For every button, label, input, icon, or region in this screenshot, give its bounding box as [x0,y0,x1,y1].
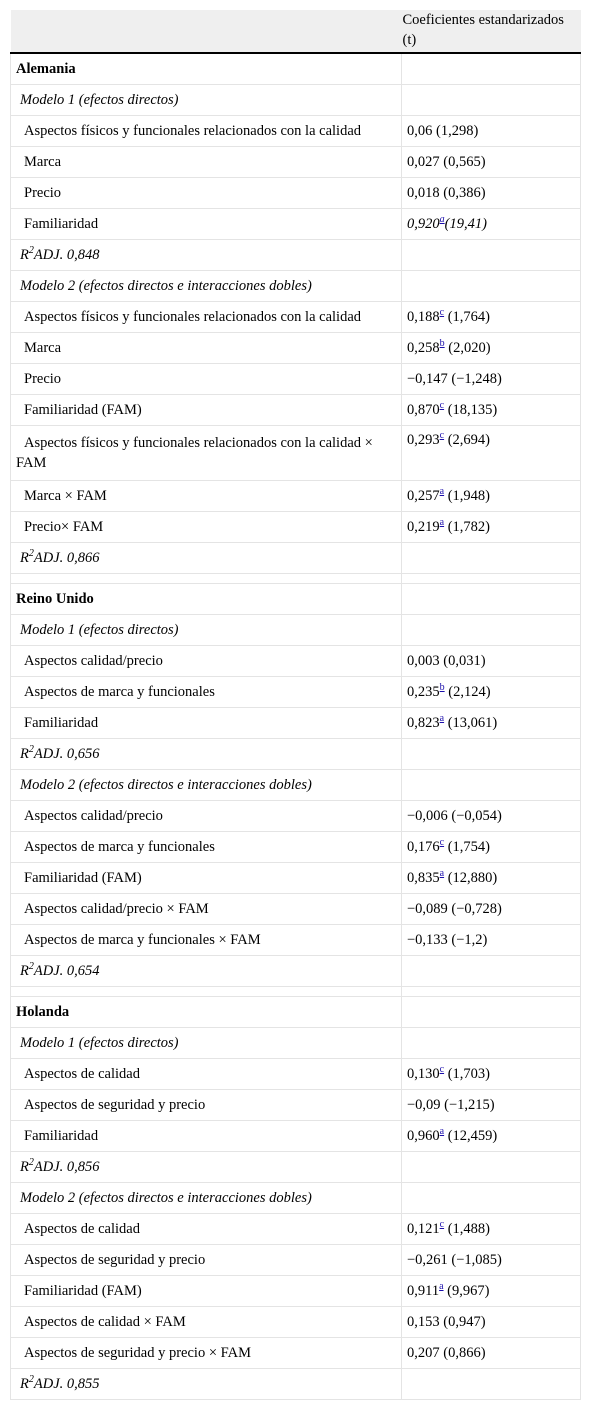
header-col-1 [11,10,402,53]
t-statistic: (12,459) [444,1128,498,1144]
table-row [11,364,581,395]
r2-row [11,1152,581,1183]
model-row [11,770,581,801]
model-title: Modelo 2 (efectos directos e interacciones dobles) [11,271,402,302]
table-row [11,801,581,832]
empty-cell [402,1152,581,1183]
coefficient-value: 0,188 [407,309,440,325]
coefficient-value: 0,207 (0,866) [407,1345,486,1361]
table-row [11,677,581,708]
coefficient-cell [402,481,581,512]
empty-cell [402,584,581,615]
coefficient-cell [402,364,581,395]
table-row [11,116,581,147]
coefficient-cell [402,333,581,364]
coefficient-cell [402,1059,581,1090]
variable-label: Marca [11,147,402,178]
variable-label: Marca × FAM [11,481,402,512]
table-row [11,1214,581,1245]
empty-cell [402,997,581,1028]
t-statistic: (18,135) [444,402,498,418]
model-row [11,615,581,646]
coefficient-cell [402,178,581,209]
coefficient-cell [402,147,581,178]
table-row [11,708,581,739]
variable-label: Precio [11,178,402,209]
coefficient-cell [402,395,581,426]
r2-row [11,956,581,987]
footnote-link[interactable]: c [439,307,445,319]
empty-cell [402,1028,581,1059]
variable-label: Aspectos de marca y funcionales [11,677,402,708]
table-row [11,512,581,543]
t-statistic: (2,020) [444,340,491,356]
r2-symbol: R [20,746,29,762]
empty-cell [402,739,581,770]
footnote-link[interactable]: c [439,400,445,412]
coefficient-value: 0,960 [407,1128,440,1144]
coefficient-value: 0,870 [407,402,440,418]
coefficients-table [10,10,581,1400]
table-row [11,209,581,240]
section-title: Alemania [11,53,402,85]
empty-cell [402,956,581,987]
coefficient-cell [402,1121,581,1152]
variable-label: Familiaridad [11,209,402,240]
coefficient-value: 0,176 [407,839,440,855]
footnote-link[interactable]: a [439,1126,445,1138]
coefficient-cell [402,801,581,832]
coefficient-cell [402,894,581,925]
section-row [11,584,581,615]
coefficient-value: −0,147 (−1,248) [407,371,502,387]
spacer-cell [402,987,581,997]
table-body [11,53,581,1400]
table-row [11,646,581,677]
footnote-link[interactable]: b [439,682,445,694]
coefficient-value: 0,121 [407,1221,440,1237]
coefficient-cell [402,925,581,956]
table-header-row [11,10,581,53]
variable-label: Familiaridad [11,1121,402,1152]
coefficient-value: −0,133 (−1,2) [407,932,488,948]
t-statistic: (1,782) [444,519,490,535]
variable-label: Aspectos físicos y funcionales relacionados con la calidad × FAM [11,426,402,481]
variable-label: Aspectos físicos y funcionales relacionados con la calidad [11,116,402,147]
footnote-link[interactable]: c [439,1064,445,1076]
model-row [11,1183,581,1214]
empty-cell [402,1369,581,1400]
variable-label: Aspectos calidad/precio [11,646,402,677]
footnote-link[interactable]: b [439,338,445,350]
coefficient-cell [402,1338,581,1369]
t-statistic: (19,41) [444,216,487,232]
coefficient-value: 0,823 [407,715,440,731]
coefficient-value: 0,219 [407,519,440,535]
coefficient-value: 0,257 [407,488,440,504]
r2-adjusted [11,739,402,770]
t-statistic: (1,703) [444,1066,490,1082]
footnote-link[interactable]: a [439,1281,444,1293]
t-statistic: (1,488) [444,1221,490,1237]
t-statistic: (1,764) [444,309,490,325]
table-row [11,481,581,512]
coefficient-value: −0,261 (−1,085) [407,1252,502,1268]
model-title: Modelo 2 (efectos directos e interacciones dobles) [11,1183,402,1214]
empty-cell [402,1183,581,1214]
table-row [11,395,581,426]
coefficient-value: −0,006 (−0,054) [407,808,502,824]
variable-label: Familiaridad (FAM) [11,863,402,894]
model-title: Modelo 1 (efectos directos) [11,615,402,646]
r2-superscript: 2 [28,1157,34,1169]
table-row [11,147,581,178]
table-row [11,832,581,863]
coefficient-cell [402,646,581,677]
footnote-link[interactable]: c [439,430,445,442]
t-statistic: (9,967) [443,1283,490,1299]
table-row [11,426,581,481]
empty-cell [402,770,581,801]
header-col-2: Coeficientes estandarizados (t) [402,10,581,53]
section-row [11,997,581,1028]
coefficient-cell [402,302,581,333]
r2-adjusted [11,956,402,987]
coefficient-value: 0,027 (0,565) [407,154,486,170]
model-title: Modelo 1 (efectos directos) [11,85,402,116]
model-title: Modelo 2 (efectos directos e interacciones dobles) [11,770,402,801]
t-statistic: (2,124) [444,684,491,700]
spacer-row [11,987,581,997]
r2-row [11,1369,581,1400]
spacer-row [11,574,581,584]
model-row [11,271,581,302]
table-row [11,1245,581,1276]
coefficient-value: 0,06 (1,298) [407,123,479,139]
empty-cell [402,53,581,85]
r2-value: ADJ. 0,654 [33,963,100,979]
r2-symbol: R [20,1159,29,1175]
coefficient-cell [402,677,581,708]
r2-superscript: 2 [28,245,34,257]
table-row [11,302,581,333]
r2-symbol: R [20,247,29,263]
coefficient-value: 0,293 [407,432,440,448]
coefficient-value: 0,153 (0,947) [407,1314,486,1330]
variable-label: Marca [11,333,402,364]
r2-value: ADJ. 0,856 [33,1159,100,1175]
r2-row [11,739,581,770]
coefficient-cell [402,708,581,739]
coefficient-cell [402,1276,581,1307]
r2-symbol: R [20,1376,29,1392]
table-row [11,333,581,364]
variable-label: Aspectos calidad/precio [11,801,402,832]
variable-label: Aspectos físicos y funcionales relacionados con la calidad [11,302,402,333]
table-row [11,1059,581,1090]
coefficient-cell [402,1090,581,1121]
r2-row [11,543,581,574]
variable-label: Familiaridad (FAM) [11,1276,402,1307]
spacer-cell [402,574,581,584]
table-row [11,863,581,894]
variable-label: Aspectos calidad/precio × FAM [11,894,402,925]
variable-label: Precio [11,364,402,395]
variable-label: Aspectos de seguridad y precio [11,1090,402,1121]
coefficient-value: 0,911 [407,1283,440,1299]
coefficient-cell [402,209,581,240]
r2-adjusted [11,543,402,574]
variable-label: Aspectos de marca y funcionales × FAM [11,925,402,956]
variable-label: Aspectos de marca y funcionales [11,832,402,863]
r2-value: ADJ. 0,848 [33,247,100,263]
empty-cell [402,240,581,271]
coefficient-cell [402,1307,581,1338]
coefficient-value: −0,089 (−0,728) [407,901,502,917]
spacer-cell [11,987,402,997]
empty-cell [402,543,581,574]
t-statistic: (12,880) [444,870,498,886]
r2-symbol: R [20,550,29,566]
r2-adjusted [11,240,402,271]
r2-superscript: 2 [28,548,34,560]
model-title: Modelo 1 (efectos directos) [11,1028,402,1059]
r2-row [11,240,581,271]
t-statistic: (1,754) [444,839,490,855]
section-title: Holanda [11,997,402,1028]
empty-cell [402,85,581,116]
t-statistic: (13,061) [444,715,498,731]
footnote-link[interactable]: a [439,713,445,725]
footnote-link[interactable]: a [439,214,445,226]
model-row [11,1028,581,1059]
table-row [11,1338,581,1369]
coefficient-value: 0,130 [407,1066,440,1082]
r2-superscript: 2 [28,1374,34,1386]
coefficient-cell [402,1214,581,1245]
table-row [11,1307,581,1338]
spacer-cell [11,574,402,584]
variable-label: Aspectos de calidad × FAM [11,1307,402,1338]
r2-value: ADJ. 0,656 [33,746,100,762]
variable-label: Precio× FAM [11,512,402,543]
r2-adjusted [11,1369,402,1400]
coefficient-value: 0,835 [407,870,440,886]
coefficient-cell [402,832,581,863]
coefficient-cell [402,512,581,543]
coefficient-cell [402,116,581,147]
coefficient-value: 0,003 (0,031) [407,653,486,669]
coefficient-value: −0,09 (−1,215) [407,1097,495,1113]
r2-symbol: R [20,963,29,979]
r2-value: ADJ. 0,855 [33,1376,100,1392]
coefficient-cell [402,426,581,481]
footnote-link[interactable]: a [439,868,445,880]
variable-label: Familiaridad (FAM) [11,395,402,426]
coefficient-value: 0,920 [407,216,440,232]
coefficient-cell [402,1245,581,1276]
r2-adjusted [11,1152,402,1183]
table-row [11,1121,581,1152]
table-row [11,1276,581,1307]
coefficient-value: 0,235 [407,684,440,700]
t-statistic: (2,694) [444,432,490,448]
variable-label: Aspectos de calidad [11,1059,402,1090]
coefficient-value: 0,018 (0,386) [407,185,486,201]
empty-cell [402,615,581,646]
variable-label: Aspectos de seguridad y precio [11,1245,402,1276]
variable-label: Aspectos de calidad [11,1214,402,1245]
table-row [11,894,581,925]
section-title: Reino Unido [11,584,402,615]
variable-label: Aspectos de seguridad y precio × FAM [11,1338,402,1369]
r2-superscript: 2 [28,744,34,756]
empty-cell [402,271,581,302]
footnote-link[interactable]: a [439,517,445,529]
coefficient-cell [402,863,581,894]
footnote-link[interactable]: c [439,1219,445,1231]
model-row [11,85,581,116]
coefficient-value: 0,258 [407,340,440,356]
t-statistic: (1,948) [444,488,490,504]
table-row [11,178,581,209]
table-row [11,925,581,956]
footnote-link[interactable]: a [439,486,445,498]
section-row [11,53,581,85]
table-row [11,1090,581,1121]
footnote-link[interactable]: c [439,837,445,849]
r2-value: ADJ. 0,866 [33,550,100,566]
r2-superscript: 2 [28,961,34,973]
variable-label: Familiaridad [11,708,402,739]
